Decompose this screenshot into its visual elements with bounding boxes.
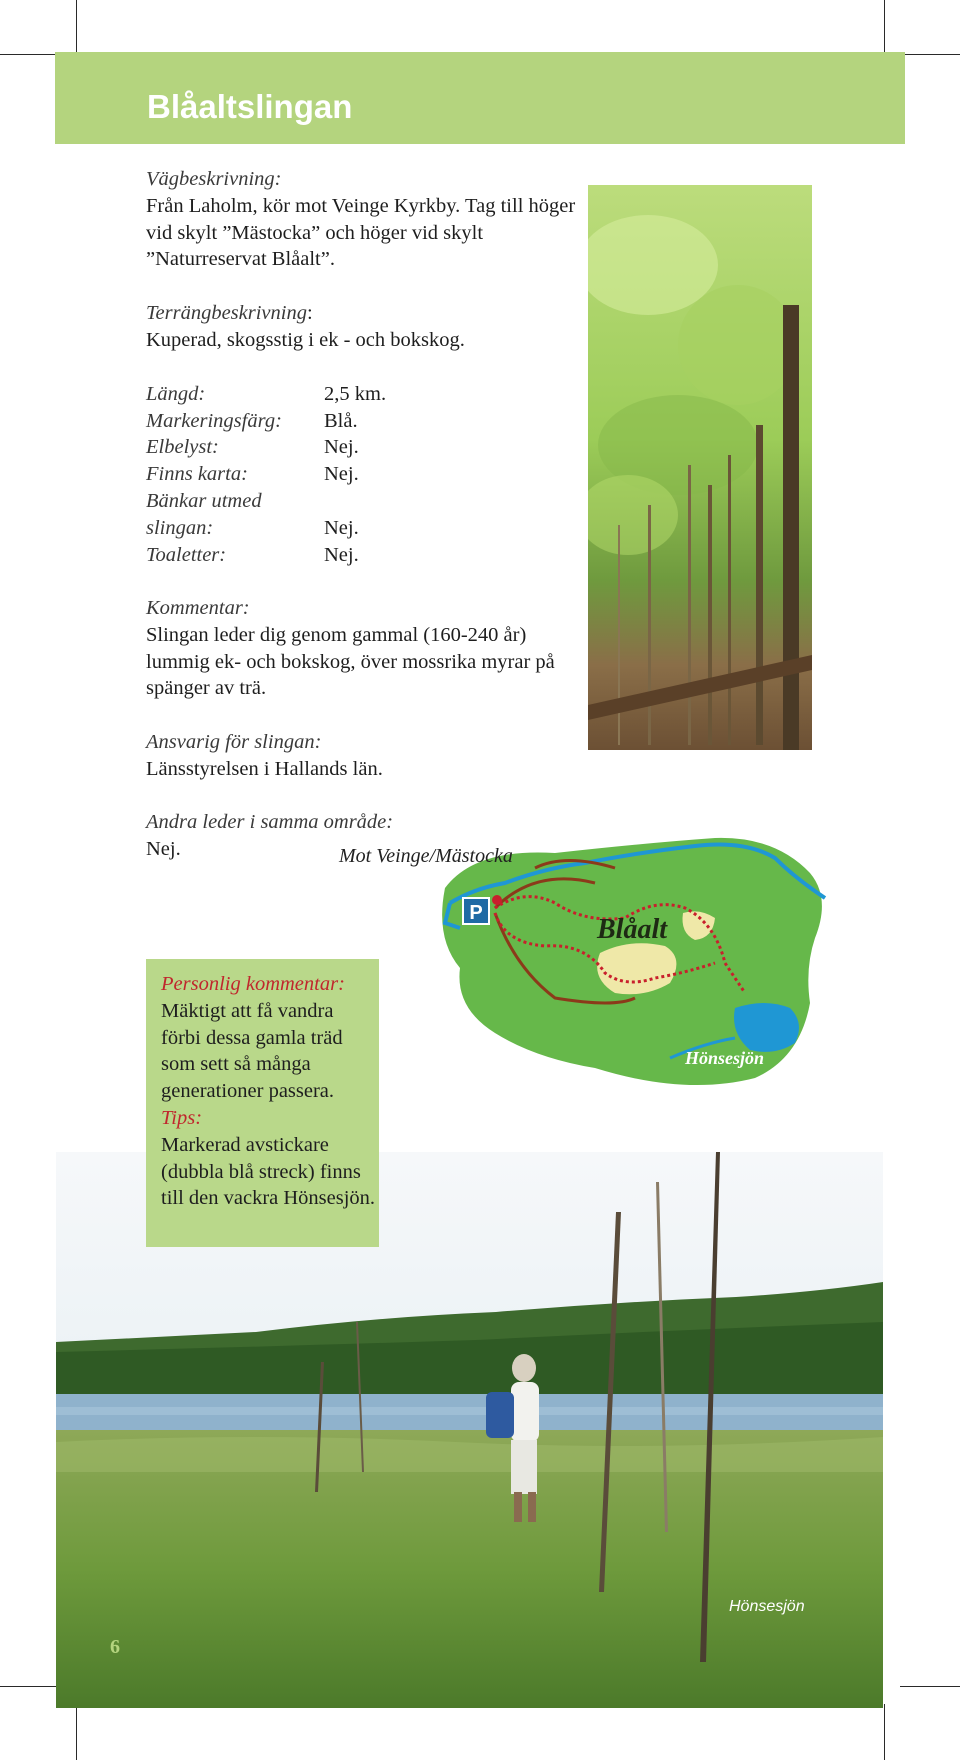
fact-label: slingan: [146,517,214,539]
forest-photo [588,185,812,750]
responsible-block [146,729,576,783]
crop-mark [884,0,885,56]
page-title: Blåaltslingan [147,88,353,125]
comment-label: Kommentar: [146,597,250,619]
crop-mark [76,1704,77,1760]
fact-row [146,434,359,461]
personal-comment-label: Personlig kommentar: [161,973,345,995]
fact-value: Nej. [324,463,359,485]
tip-box [146,959,379,1247]
fact-label: Toaletter: [146,544,227,566]
tips-text: Markerad avstickare (dubbla blå streck) finns till den vackra Hönsesjön. [161,1133,376,1210]
page-number: 6 [110,1636,120,1658]
crop-mark [0,1686,60,1687]
crop-mark [900,1686,960,1687]
map-direction-label: Mot Veinge/Mästocka [339,845,513,867]
fact-value: Nej. [324,544,359,566]
tip-box-content [161,971,376,1212]
parking-symbol: P [469,902,483,924]
fact-row [146,381,387,408]
fact-row [146,542,359,569]
crop-mark [900,54,960,55]
terrain-label: Terrängbeskrivning [146,302,307,324]
map-lake-label: Hönsesjön [685,1048,765,1068]
fact-row [146,515,359,542]
fact-value: Blå. [324,410,358,432]
responsible-text: Länsstyrelsen i Hallands län. [146,757,383,780]
fact-label: Finns karta: [146,463,248,485]
other-trails-label: Andra leder i samma område: [146,811,394,833]
crop-mark [76,0,77,56]
map-area-label: Blåalt [597,914,668,945]
fact-row [146,408,358,435]
tips-label: Tips: [161,1106,203,1129]
fact-value: Nej. [324,517,359,539]
directions-block [146,166,576,273]
photo-caption: Hönsesjön [729,1598,805,1615]
fact-row [146,461,359,488]
fact-value: Nej. [324,436,359,458]
fact-label: Markeringsfärg: [146,410,282,432]
comment-block [146,595,576,702]
other-trails-text: Nej. [146,837,181,860]
title-banner [55,52,905,144]
terrain-text: Kuperad, skogsstig i ek - och bokskog. [146,328,465,351]
terrain-block [146,300,576,354]
crop-mark [0,54,60,55]
comment-text: Slingan leder dig genom gammal (160-240 år) lummig ek- och bokskog, över mossrika myrar på spänger av trä. [146,623,555,700]
fact-value: 2,5 km. [324,383,387,405]
fact-label: Elbelyst: [146,436,219,458]
directions-label: Vägbeskrivning: [146,168,282,190]
terrain-colon: : [306,302,313,324]
responsible-label: Ansvarig för slingan: [146,731,322,753]
trail-map [415,828,831,1098]
directions-text: Från Laholm, kör mot Veinge Kyrkby. Tag till höger vid skylt ”Mästocka” och höger vid skylt ”Naturreservat Blåalt”. [146,194,576,271]
fact-label: Längd: [146,383,206,405]
personal-comment-text: Mäktigt att få vandra förbi dessa gamla träd som sett så många generationer passera. [161,999,343,1103]
fact-label: Bänkar utmed [146,490,262,512]
crop-mark [884,1704,885,1760]
fact-row [146,488,262,515]
